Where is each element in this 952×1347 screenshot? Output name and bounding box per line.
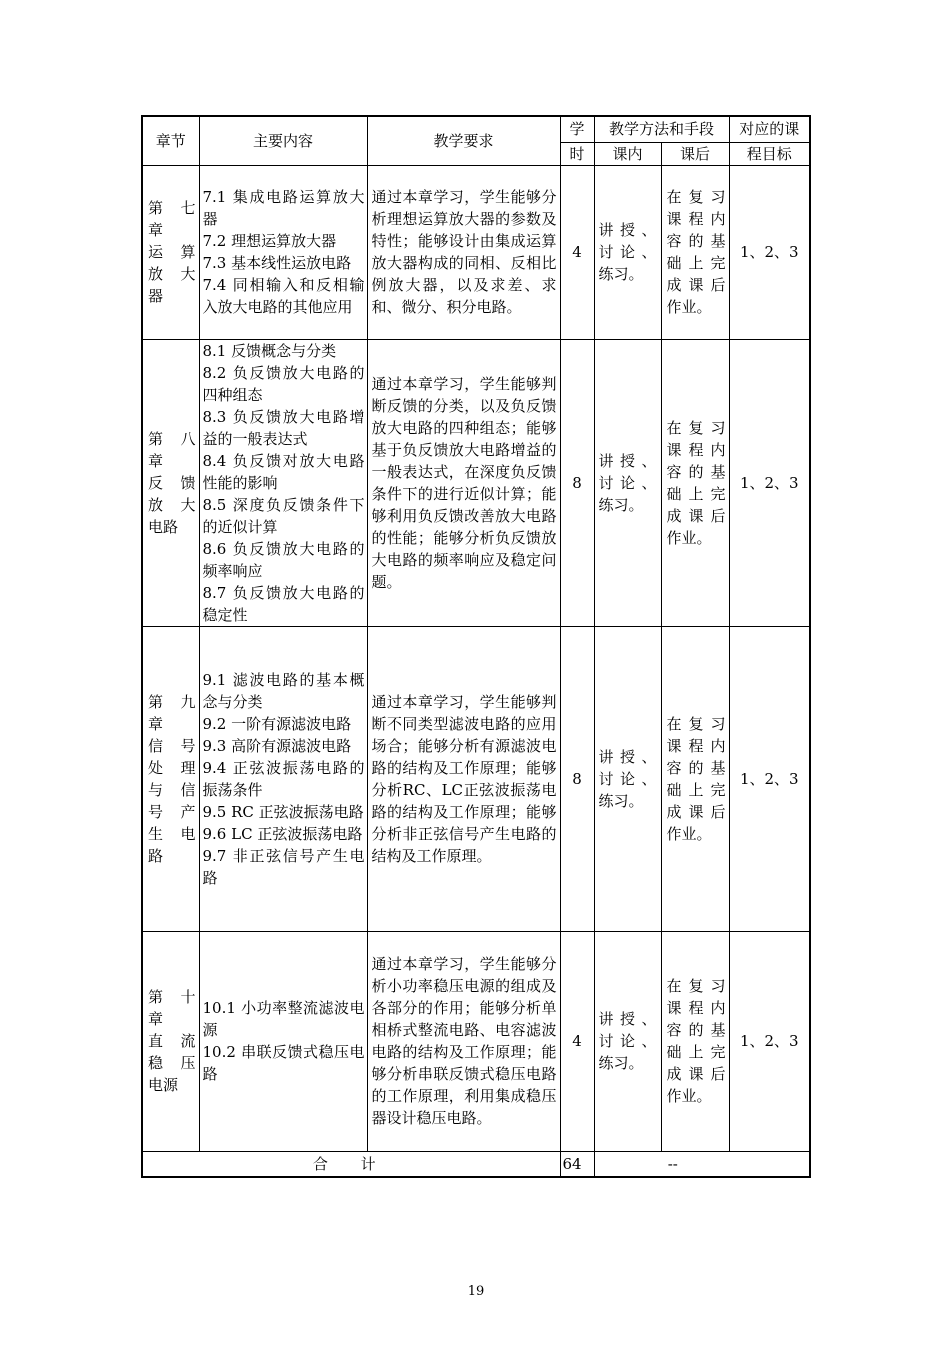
- content-item: 8.1 反馈概念与分类: [202, 341, 337, 360]
- content-item: 9.5 RC 正弦波振荡电路: [202, 802, 364, 821]
- chapter-cell: [142, 165, 199, 339]
- chapter-cell: [142, 931, 199, 1151]
- content-item: 7.4 同相输入和反相输入放大电路的其他应用: [202, 276, 365, 316]
- chapter-line: 号 产: [148, 802, 196, 821]
- total-row: [142, 1151, 810, 1177]
- chapter-line: 第 七: [148, 199, 196, 217]
- after-class-line: 容 的 基: [666, 232, 726, 250]
- after-class-line: 容 的 基: [666, 462, 726, 481]
- in-class-cell: 讲授、讨论、练习。: [594, 339, 661, 626]
- chapter-line: 章: [148, 451, 164, 470]
- hours-cell: 4: [560, 931, 594, 1151]
- page-number: 19: [467, 1284, 485, 1299]
- hours-cell: 8: [560, 626, 594, 931]
- after-class-line: 础 上 完: [666, 1043, 726, 1061]
- header-chapter: 章节: [142, 116, 199, 165]
- header-content: 主要内容: [199, 116, 367, 165]
- content-item: 9.7 非正弦信号产生电路: [202, 846, 365, 887]
- chapter-line: 第 十: [148, 988, 196, 1006]
- content-item: 9.2 一阶有源滤波电路: [202, 714, 352, 733]
- content-item: 8.6 负反馈放大电路的频率响应: [202, 539, 365, 580]
- after-class-cell: [661, 339, 729, 626]
- header-row-1: [142, 116, 810, 142]
- after-class-line: 课 程 内: [666, 440, 726, 459]
- chapter-line: 放 大: [148, 495, 196, 514]
- after-class-line: 课 程 内: [666, 999, 726, 1017]
- content-item: 9.3 高阶有源滤波电路: [202, 736, 352, 755]
- table-row: [142, 626, 810, 931]
- header-goal-bottom: 程目标: [729, 142, 810, 165]
- content-item: 10.1 小功率整流滤波电源: [202, 999, 365, 1039]
- header-requirement: 教学要求: [367, 116, 560, 165]
- content-item: 9.6 LC 正弦波振荡电路: [202, 824, 363, 843]
- chapter-cell: [142, 339, 199, 626]
- after-class-line: 容 的 基: [666, 758, 726, 777]
- chapter-line: 器: [148, 287, 164, 305]
- goal-cell: 1、2、3: [729, 165, 810, 339]
- after-class-line: 础 上 完: [666, 484, 726, 503]
- after-class-cell: [661, 626, 729, 931]
- header-in-class: 课内: [594, 142, 661, 165]
- header-goal-top: 对应的课: [729, 116, 810, 142]
- after-class-line: 础 上 完: [666, 780, 726, 799]
- content-item: 7.1 集成电路运算放大器: [202, 188, 365, 228]
- chapter-line: 第 八: [148, 429, 196, 448]
- chapter-line: 运 算: [148, 243, 196, 261]
- chapter-line: 生 电: [148, 824, 196, 843]
- chapter-line: 放 大: [148, 265, 196, 283]
- chapter-line: 第 九: [148, 692, 196, 711]
- requirement-cell: 通过本章学习，学生能够判断不同类型滤波电路的应用场合；能够分析有源滤波电路的结构及工作原理；能够分析RC、LC正弦波振荡电路的结构及工作原理；能够分析非正弦信号产生电路的结构及工作原理。: [367, 626, 560, 931]
- after-class-line: 成 课 后: [666, 802, 726, 821]
- requirement-cell: 通过本章学习，学生能够判断反馈的分类，以及负反馈放大电路的四种组态；能够基于负反馈放大电路增益的一般表达式，在深度负反馈条件下的进行近似计算；能够利用负反馈改善放大电路的性能；能够分析负反馈放大电路的频率响应及稳定问题。: [367, 339, 560, 626]
- after-class-line: 容 的 基: [666, 1021, 726, 1039]
- after-class-line: 课 程 内: [666, 210, 726, 228]
- after-class-cell: [661, 165, 729, 339]
- hours-cell: 8: [560, 339, 594, 626]
- content-item: 10.2 串联反馈式稳压电路: [202, 1043, 365, 1083]
- content-cell: [199, 626, 367, 931]
- after-class-line: 成 课 后: [666, 276, 726, 294]
- after-class-line: 作业。: [666, 824, 712, 843]
- chapter-line: 信 号: [148, 736, 196, 755]
- header-methods: 教学方法和手段: [594, 116, 729, 142]
- goal-cell: 1、2、3: [729, 626, 810, 931]
- table-row: [142, 931, 810, 1151]
- after-class-line: 在 复 习: [666, 418, 726, 437]
- in-class-cell: 讲授、讨论、练习。: [594, 626, 661, 931]
- chapter-line: 与 信: [148, 780, 196, 799]
- chapter-line: 章: [148, 1010, 164, 1028]
- content-item: 8.5 深度负反馈条件下的近似计算: [202, 495, 365, 536]
- after-class-line: 成 课 后: [666, 506, 726, 525]
- requirement-cell: 通过本章学习，学生能够分析小功率稳压电源的组成及各部分的作用；能够分析单相桥式整流电路、电容滤波电路的结构及工作原理；能够分析串联反馈式稳压电路的工作原理，利用集成稳压器设计稳压电路。: [367, 931, 560, 1151]
- requirement-cell: 通过本章学习，学生能够分析理想运算放大器的参数及特性；能够设计由集成运算放大器构成的同相、反相比例放大器，以及求差、求和、微分、积分电路。: [367, 165, 560, 339]
- total-label: 合 计: [142, 1151, 560, 1177]
- total-hours: 64: [560, 1151, 594, 1177]
- content-cell: [199, 339, 367, 626]
- content-item: 9.1 滤波电路的基本概念与分类: [202, 670, 365, 711]
- chapter-line: 章: [148, 221, 164, 239]
- chapter-line: 章: [148, 714, 164, 733]
- syllabus-table: [141, 115, 811, 1178]
- chapter-line: 反 馈: [148, 473, 196, 492]
- chapter-line: 电源: [148, 1076, 179, 1094]
- chapter-cell: [142, 626, 199, 931]
- after-class-line: 础 上 完: [666, 254, 726, 272]
- in-class-cell: 讲授、讨论、练习。: [594, 165, 661, 339]
- chapter-line: 路: [148, 846, 164, 865]
- after-class-line: 在 复 习: [666, 977, 726, 995]
- after-class-line: 课 程 内: [666, 736, 726, 755]
- after-class-line: 作业。: [666, 528, 712, 547]
- content-item: 8.4 负反馈对放大电路性能的影响: [202, 451, 365, 492]
- hours-cell: 4: [560, 165, 594, 339]
- after-class-line: 在 复 习: [666, 188, 726, 206]
- after-class-line: 作业。: [666, 1087, 712, 1105]
- header-after-class: 课后: [661, 142, 729, 165]
- goal-cell: 1、2、3: [729, 339, 810, 626]
- total-methods: --: [594, 1151, 810, 1177]
- after-class-line: 成 课 后: [666, 1065, 726, 1083]
- after-class-cell: [661, 931, 729, 1151]
- goal-cell: 1、2、3: [729, 931, 810, 1151]
- chapter-line: 处 理: [148, 758, 196, 777]
- in-class-cell: 讲授、讨论、练习。: [594, 931, 661, 1151]
- after-class-line: 在 复 习: [666, 714, 726, 733]
- chapter-line: 电路: [148, 517, 179, 536]
- content-item: 9.4 正弦波振荡电路的振荡条件: [202, 758, 365, 799]
- table-row: [142, 339, 810, 626]
- content-item: 7.2 理想运算放大器: [202, 232, 337, 250]
- content-item: 7.3 基本线性运放电路: [202, 254, 352, 272]
- content-cell: [199, 931, 367, 1151]
- content-item: 8.3 负反馈放大电路增益的一般表达式: [202, 407, 365, 448]
- chapter-line: 稳 压: [148, 1054, 196, 1072]
- content-item: 8.2 负反馈放大电路的四种组态: [202, 363, 365, 404]
- content-item: 8.7 负反馈放大电路的稳定性: [202, 583, 365, 624]
- header-hours-bottom: 时: [560, 142, 594, 165]
- after-class-line: 作业。: [666, 298, 712, 316]
- table-row: [142, 165, 810, 339]
- chapter-line: 直 流: [148, 1032, 196, 1050]
- header-hours-top: 学: [560, 116, 594, 142]
- content-cell: [199, 165, 367, 339]
